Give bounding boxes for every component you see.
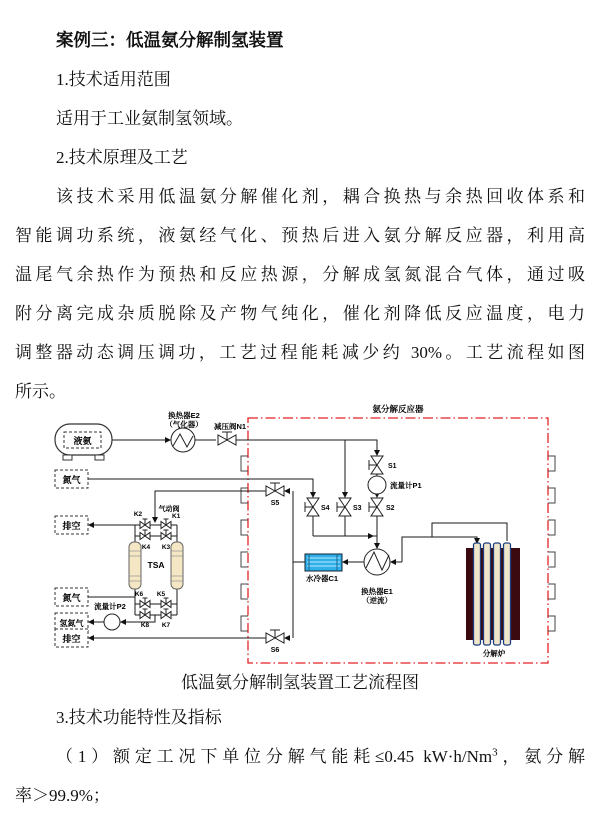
section1-body: 适用于工业氨制氢领域。 [56,109,243,128]
e2-sublabel: （气化器） [165,420,203,429]
tsa-columns [129,542,183,589]
valve-s6 [266,630,284,654]
valve-k5 [161,598,171,608]
tank-label: 液氨 [73,436,92,446]
flowmeter-p2 [94,601,126,630]
k4-label: K4 [141,544,151,551]
k1-label: K1 [172,513,181,520]
exchanger-e2 [165,410,203,452]
spec-superscript: 3 [492,746,498,759]
product-gas-label: 氢氮气 [59,619,84,628]
k2-label: K2 [133,511,143,518]
paragraph-line: 该技术采用低温氨分解催化剂，耦合换热与余热回收体系和 [56,187,585,206]
s4-label: S4 [321,505,330,512]
paragraph-line: 温尾气余热作为预热和反应热源，分解成氢氮混合气体，通过吸 [15,265,585,284]
valve-k7 [161,609,171,619]
paragraph-line: 附分离完成杂质脱除及产物气纯化，催化剂降低反应温度，电力 [15,304,585,323]
decomposition-furnace [466,543,520,658]
exchanger-e1 [361,549,393,605]
e1-label: 换热器E1 [361,587,393,596]
process-flow-diagram [0,396,601,668]
e2-label: 换热器E2 [168,411,200,420]
k8-label: K8 [140,622,150,629]
s3-label: S3 [353,505,362,512]
section3-heading: 3.技术功能特性及指标 [56,708,222,727]
stream-boxes [55,470,88,647]
n1-label: 减压阀N1 [213,422,247,431]
k7-label: K7 [161,622,171,629]
nitrogen-feed-label: 氮气 [62,475,81,485]
p2-label: 流量计P2 [94,602,126,611]
section1-heading: 1.技术适用范围 [56,70,171,89]
paragraph-line: 调整器动态调压调功，工艺过程能耗减少约 30%。工艺流程如图 [15,343,585,362]
figure [0,396,601,668]
page-title: 案例三：低温氨分解制氢装置 [56,30,284,50]
valve-k1 [161,519,171,529]
document-page [0,0,601,411]
section2-heading: 2.技术原理及工艺 [56,148,188,167]
furnace-label: 分解炉 [482,649,506,658]
valve-s4 [305,498,330,516]
e1-sublabel: （逆流） [362,596,392,605]
valve-k4 [140,530,150,540]
nitrogen-regen-label: 氮气 [62,593,81,603]
cooler-label: 水冷器C1 [305,574,339,583]
paragraph-line: 智能调功系统，液氨经气化、预热后进入氨分解反应器，利用高 [15,226,585,245]
valve-k2 [140,519,150,529]
flow-arrow-icons [88,437,480,641]
document-page-bottom [0,668,601,815]
spec-text-tail: ，氨分解 [497,747,586,766]
k6-label: K6 [134,591,144,598]
valve-s1 [369,456,397,474]
valve-k8 [140,609,150,619]
s2-label: S2 [386,505,395,512]
s5-label: S5 [270,500,280,507]
valve-s2 [369,498,395,516]
valve-k3 [161,530,171,540]
tsa-label: TSA [147,560,165,570]
valve-s5 [266,483,284,507]
water-cooler-c1 [305,554,342,583]
k5-label: K5 [156,591,166,598]
figure-caption: 低温氨分解制氢装置工艺流程图 [181,673,419,692]
spec-line [15,737,585,776]
p1-label: 流量计P1 [390,481,422,490]
paragraph-line: 所示。 [15,382,66,401]
s1-label: S1 [388,463,397,470]
vent-top-label: 排空 [62,521,81,531]
reactor-box-label: 氨分解反应器 [372,404,424,414]
pneumatic-valve-label: 气动阀 [158,506,180,513]
valve-k6 [140,598,150,608]
valve-n1 [214,421,246,445]
vent-bottom-label: 排空 [62,634,81,644]
k3-label: K3 [161,544,171,551]
flowmeter-p1 [368,476,422,494]
process-pipes [88,440,507,638]
spec-line2: 率＞99.9%； [15,786,110,805]
spec-text: （1）额定工况下单位分解气能耗≤0.45 kW·h/Nm [56,747,493,766]
liquid-ammonia-tank [55,424,112,460]
s6-label: S6 [270,647,280,654]
valve-s3 [337,498,362,516]
